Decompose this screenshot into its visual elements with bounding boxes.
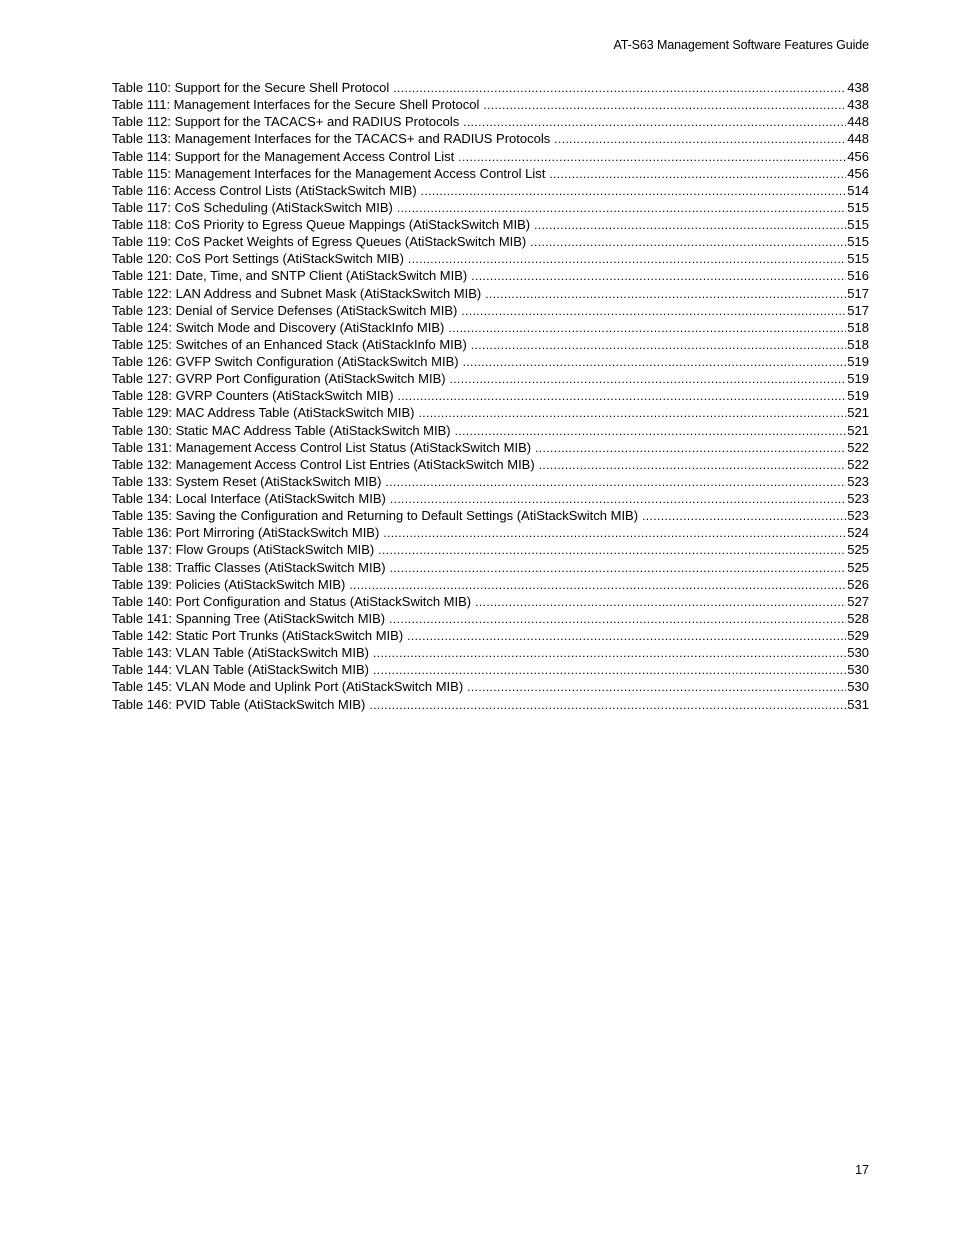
toc-dot-leader xyxy=(461,303,846,319)
toc-entry-page-number: 529 xyxy=(847,628,869,643)
toc-entry[interactable] xyxy=(112,182,869,199)
toc-entry-page-number: 530 xyxy=(847,662,869,678)
toc-entry[interactable] xyxy=(112,216,869,233)
toc-dot-leader xyxy=(535,440,846,456)
toc-dot-leader xyxy=(390,560,847,576)
toc-dot-leader xyxy=(383,525,846,541)
toc-entry-page-number: 522 xyxy=(847,456,869,472)
toc-entry-title: Table 131: Management Access Control List Status (AtiStackSwitch MIB) xyxy=(112,439,532,455)
toc-entry-title: Table 137: Flow Groups (AtiStackSwitch MIB) xyxy=(112,542,375,558)
toc-entry-title: Table 129: MAC Address Table (AtiStackSwitch MIB) xyxy=(112,405,415,421)
toc-entry-title: Table 112: Support for the TACACS+ and RADIUS Protocols xyxy=(112,114,460,130)
toc-dot-leader xyxy=(463,354,847,370)
toc-entry[interactable] xyxy=(112,302,869,319)
toc-entry-title: Table 118: CoS Priority to Egress Queue Mappings (AtiStackSwitch MIB) xyxy=(112,217,531,232)
toc-entry-page-number: 448 xyxy=(847,114,869,130)
toc-entry[interactable] xyxy=(112,148,869,165)
toc-dot-leader xyxy=(483,97,846,113)
toc-entry[interactable] xyxy=(112,627,869,644)
toc-entry-title: Table 139: Policies (AtiStackSwitch MIB) xyxy=(112,576,346,592)
toc-entry[interactable] xyxy=(112,267,869,284)
toc-dot-leader xyxy=(408,251,846,267)
toc-dot-leader xyxy=(475,594,846,610)
toc-entry-title: Table 133: System Reset (AtiStackSwitch MIB) xyxy=(112,473,382,489)
toc-entry[interactable] xyxy=(112,336,869,353)
toc-entry-page-number: 519 xyxy=(847,371,869,387)
table-of-tables-list xyxy=(112,79,869,713)
toc-entry-title: Table 143: VLAN Table (AtiStackSwitch MIB) xyxy=(112,645,369,661)
toc-dot-leader xyxy=(419,405,847,421)
toc-dot-leader xyxy=(421,183,847,199)
toc-entry[interactable] xyxy=(112,422,869,439)
toc-dot-leader xyxy=(373,645,846,661)
toc-dot-leader xyxy=(458,149,846,165)
toc-entry-page-number: 517 xyxy=(847,302,869,318)
toc-entry-title: Table 140: Port Configuration and Status (AtiStackSwitch MIB) xyxy=(112,593,472,609)
toc-entry-title: Table 138: Traffic Classes (AtiStackSwitch MIB) xyxy=(112,559,386,575)
toc-dot-leader xyxy=(549,166,846,182)
toc-entry[interactable] xyxy=(112,113,869,130)
toc-dot-leader xyxy=(471,337,847,353)
toc-dot-leader xyxy=(450,371,847,387)
toc-dot-leader xyxy=(369,697,846,713)
toc-dot-leader xyxy=(397,200,846,216)
toc-entry-title: Table 134: Local Interface (AtiStackSwitch MIB) xyxy=(112,491,386,506)
toc-entry-page-number: 519 xyxy=(847,354,869,369)
toc-entry-title: Table 115: Management Interfaces for the Management Access Control List xyxy=(112,165,546,181)
toc-entry[interactable] xyxy=(112,507,869,524)
toc-entry-page-number: 518 xyxy=(847,336,869,352)
toc-entry[interactable] xyxy=(112,353,869,370)
toc-dot-leader xyxy=(448,320,846,336)
toc-entry-page-number: 523 xyxy=(847,473,869,489)
toc-entry[interactable] xyxy=(112,199,869,216)
toc-entry-page-number: 527 xyxy=(847,593,869,609)
toc-entry[interactable] xyxy=(112,233,869,250)
toc-entry-page-number: 515 xyxy=(847,199,869,215)
toc-entry[interactable] xyxy=(112,456,869,473)
toc-dot-leader xyxy=(467,679,846,695)
toc-dot-leader xyxy=(389,611,846,627)
toc-entry-page-number: 530 xyxy=(847,645,869,661)
toc-dot-leader xyxy=(471,268,846,284)
toc-entry[interactable] xyxy=(112,285,869,302)
toc-entry-page-number: 526 xyxy=(847,576,869,592)
toc-entry[interactable] xyxy=(112,250,869,267)
toc-entry-page-number: 514 xyxy=(847,182,869,198)
toc-entry-page-number: 521 xyxy=(847,422,869,438)
toc-entry-title: Table 116: Access Control Lists (AtiStackSwitch MIB) xyxy=(112,182,417,198)
toc-entry-title: Table 146: PVID Table (AtiStackSwitch MIB) xyxy=(112,696,366,712)
toc-entry[interactable] xyxy=(112,559,869,576)
toc-entry-title: Table 125: Switches of an Enhanced Stack (AtiStackInfo MIB) xyxy=(112,336,467,352)
toc-entry-page-number: 530 xyxy=(847,679,869,695)
toc-dot-leader xyxy=(530,234,846,250)
toc-entry-title: Table 132: Management Access Control List Entries (AtiStackSwitch MIB) xyxy=(112,456,535,472)
toc-entry-page-number: 456 xyxy=(847,148,869,164)
toc-dot-leader xyxy=(349,577,846,593)
toc-entry[interactable] xyxy=(112,165,869,182)
toc-entry[interactable] xyxy=(112,610,869,627)
toc-entry-title: Table 121: Date, Time, and SNTP Client (AtiStackSwitch MIB) xyxy=(112,268,468,284)
toc-dot-leader xyxy=(373,662,846,678)
toc-entry-title: Table 126: GVFP Switch Configuration (AtiStackSwitch MIB) xyxy=(112,354,459,369)
toc-entry-page-number: 525 xyxy=(847,559,869,575)
toc-entry-page-number: 531 xyxy=(847,696,869,712)
toc-entry-page-number: 525 xyxy=(847,542,869,558)
toc-entry[interactable] xyxy=(112,696,869,713)
toc-entry-page-number: 519 xyxy=(847,388,869,404)
toc-entry-page-number: 448 xyxy=(847,131,869,147)
running-header-title: AT-S63 Management Software Features Guide xyxy=(613,38,869,52)
toc-entry[interactable] xyxy=(112,490,869,507)
page-number: 17 xyxy=(855,1163,869,1177)
toc-entry-title: Table 122: LAN Address and Subnet Mask (AtiStackSwitch MIB) xyxy=(112,285,482,301)
toc-entry[interactable] xyxy=(112,661,869,678)
toc-entry[interactable] xyxy=(112,678,869,695)
toc-entry[interactable] xyxy=(112,644,869,661)
toc-entry-page-number: 517 xyxy=(847,285,869,301)
toc-dot-leader xyxy=(642,508,846,524)
toc-dot-leader xyxy=(398,388,847,404)
toc-entry-page-number: 518 xyxy=(847,319,869,335)
toc-entry-page-number: 523 xyxy=(847,508,869,524)
toc-dot-leader xyxy=(485,286,846,302)
toc-dot-leader xyxy=(407,628,846,644)
toc-entry-title: Table 117: CoS Scheduling (AtiStackSwitch MIB) xyxy=(112,199,393,215)
toc-entry-page-number: 515 xyxy=(847,251,869,267)
toc-entry-page-number: 522 xyxy=(847,439,869,455)
toc-dot-leader xyxy=(534,217,846,233)
toc-entry-page-number: 515 xyxy=(847,234,869,250)
toc-entry-title: Table 135: Saving the Configuration and Returning to Default Settings (AtiStackSwitch MIB) xyxy=(112,508,639,524)
toc-entry[interactable] xyxy=(112,404,869,421)
toc-entry-page-number: 515 xyxy=(847,217,869,232)
toc-dot-leader xyxy=(385,474,846,490)
toc-entry-title: Table 128: GVRP Counters (AtiStackSwitch MIB) xyxy=(112,388,394,404)
toc-entry[interactable] xyxy=(112,130,869,147)
toc-dot-leader xyxy=(393,80,846,96)
toc-entry-title: Table 120: CoS Port Settings (AtiStackSwitch MIB) xyxy=(112,251,404,267)
toc-entry[interactable] xyxy=(112,319,869,336)
toc-dot-leader xyxy=(463,114,846,130)
toc-dot-leader xyxy=(455,423,847,439)
toc-entry-title: Table 127: GVRP Port Configuration (AtiStackSwitch MIB) xyxy=(112,371,446,387)
toc-entry-page-number: 516 xyxy=(847,268,869,284)
toc-dot-leader xyxy=(554,131,846,147)
toc-entry-title: Table 141: Spanning Tree (AtiStackSwitch MIB) xyxy=(112,610,386,626)
toc-entry-title: Table 114: Support for the Management Access Control List xyxy=(112,148,455,164)
toc-entry[interactable] xyxy=(112,541,869,558)
toc-entry[interactable] xyxy=(112,593,869,610)
toc-dot-leader xyxy=(539,457,847,473)
toc-entry[interactable] xyxy=(112,439,869,456)
toc-dot-leader xyxy=(378,542,846,558)
toc-entry[interactable] xyxy=(112,387,869,404)
toc-entry-page-number: 523 xyxy=(847,491,869,506)
toc-entry-title: Table 110: Support for the Secure Shell Protocol xyxy=(112,80,390,95)
toc-dot-leader xyxy=(390,491,846,507)
toc-entry-title: Table 119: CoS Packet Weights of Egress Queues (AtiStackSwitch MIB) xyxy=(112,234,527,250)
toc-entry[interactable] xyxy=(112,473,869,490)
toc-entry-title: Table 123: Denial of Service Defenses (AtiStackSwitch MIB) xyxy=(112,302,458,318)
toc-entry-title: Table 113: Management Interfaces for the TACACS+ and RADIUS Protocols xyxy=(112,131,551,147)
toc-entry[interactable] xyxy=(112,524,869,541)
toc-entry-page-number: 524 xyxy=(847,525,869,541)
toc-entry-title: Table 136: Port Mirroring (AtiStackSwitch MIB) xyxy=(112,525,380,541)
toc-entry-page-number: 438 xyxy=(847,97,869,113)
toc-entry[interactable] xyxy=(112,576,869,593)
toc-entry-title: Table 111: Management Interfaces for the Secure Shell Protocol xyxy=(112,97,480,113)
toc-entry-title: Table 145: VLAN Mode and Uplink Port (AtiStackSwitch MIB) xyxy=(112,679,464,695)
toc-entry-title: Table 142: Static Port Trunks (AtiStackSwitch MIB) xyxy=(112,628,404,643)
toc-entry[interactable] xyxy=(112,370,869,387)
toc-entry-title: Table 144: VLAN Table (AtiStackSwitch MIB) xyxy=(112,662,369,678)
toc-entry-title: Table 124: Switch Mode and Discovery (AtiStackInfo MIB) xyxy=(112,319,445,335)
toc-entry-page-number: 528 xyxy=(847,610,869,626)
toc-entry-page-number: 521 xyxy=(847,405,869,421)
toc-entry-title: Table 130: Static MAC Address Table (AtiStackSwitch MIB) xyxy=(112,422,451,438)
toc-entry-page-number: 456 xyxy=(847,165,869,181)
toc-entry-page-number: 438 xyxy=(847,80,869,95)
toc-entry[interactable] xyxy=(112,79,869,96)
toc-entry[interactable] xyxy=(112,96,869,113)
